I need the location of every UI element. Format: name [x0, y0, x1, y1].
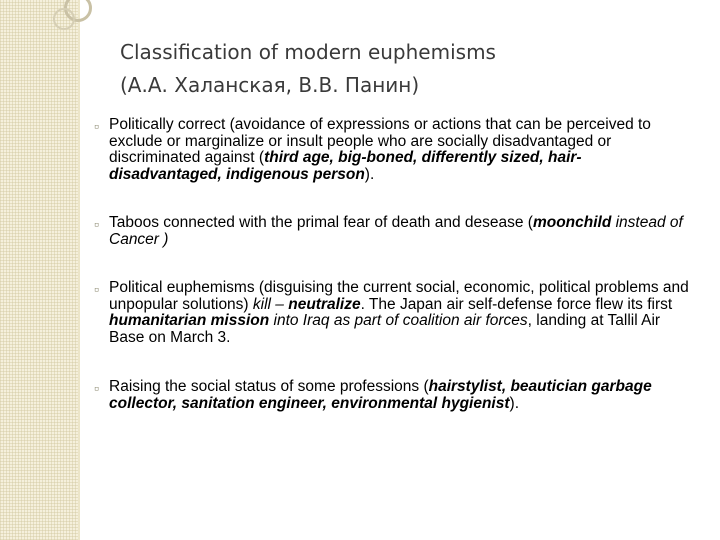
bullet-text-segment: ). — [509, 394, 519, 412]
bullet-item-taboos — [94, 215, 694, 248]
bullet-item-politically-correct — [94, 117, 694, 183]
bullet-text — [109, 117, 691, 183]
bullet-icon: ▫ — [94, 216, 99, 232]
bullet-item-professions — [94, 379, 694, 412]
bullet-text-segment: humanitarian mission — [109, 312, 270, 329]
slide-title-line-2: (А.А. Халанская, В.В. Панин) — [120, 73, 420, 97]
bullet-text-segment: , landing at Tallil Air Base on March 3. — [109, 312, 661, 346]
bullet-text-segment: third age, big-boned, differently sized, hair-disadvantaged, indigenous person — [109, 149, 582, 183]
bullet-text-segment: kill — [252, 295, 271, 313]
bullet-text-segment: neutralize — [288, 295, 361, 313]
side-strip-edge — [78, 0, 80, 540]
bullet-text — [109, 215, 691, 248]
decorative-side-strip — [0, 0, 80, 540]
bullet-text-segment: Political euphemisms (disguising the current social, economic, political problems and unpopular solutions) — [109, 279, 689, 313]
slide-title — [120, 36, 700, 102]
bullet-icon: ▫ — [94, 380, 99, 396]
bullet-item-political-euphemisms — [94, 280, 694, 346]
bullet-icon: ▫ — [94, 118, 99, 134]
bullet-text-segment: . The Japan air self-defense force flew its first — [360, 295, 673, 313]
bullet-text-segment: Politically correct (avoidance of expressions or actions that can be perceived to exclude or marginalize or insult people who are socially disadvantaged or discriminated against ( — [109, 116, 651, 166]
bullet-text-segment: instead of Cancer ) — [109, 214, 683, 248]
bullet-text-segment: into Iraq as part of coalition air forces — [269, 312, 528, 329]
slide-title-line-1: Classification of modern euphemisms — [120, 40, 496, 64]
bullet-text-segment: moonchild — [532, 214, 612, 231]
bullet-text — [109, 379, 691, 412]
bullet-text — [109, 280, 691, 346]
bullet-text-segment: – — [271, 295, 289, 313]
bullet-text-segment: Taboos connected with the primal fear of death and desease ( — [109, 214, 533, 231]
bullet-icon: ▫ — [94, 281, 99, 297]
bullet-text-segment: ). — [364, 165, 375, 183]
bullet-text-segment: hairstylist, beautician garbage collector, sanitation engineer, environmental hygienist — [109, 378, 652, 412]
decorative-ring-icon — [53, 8, 75, 30]
bullet-text-segment: Raising the social status of some professions ( — [109, 378, 429, 395]
